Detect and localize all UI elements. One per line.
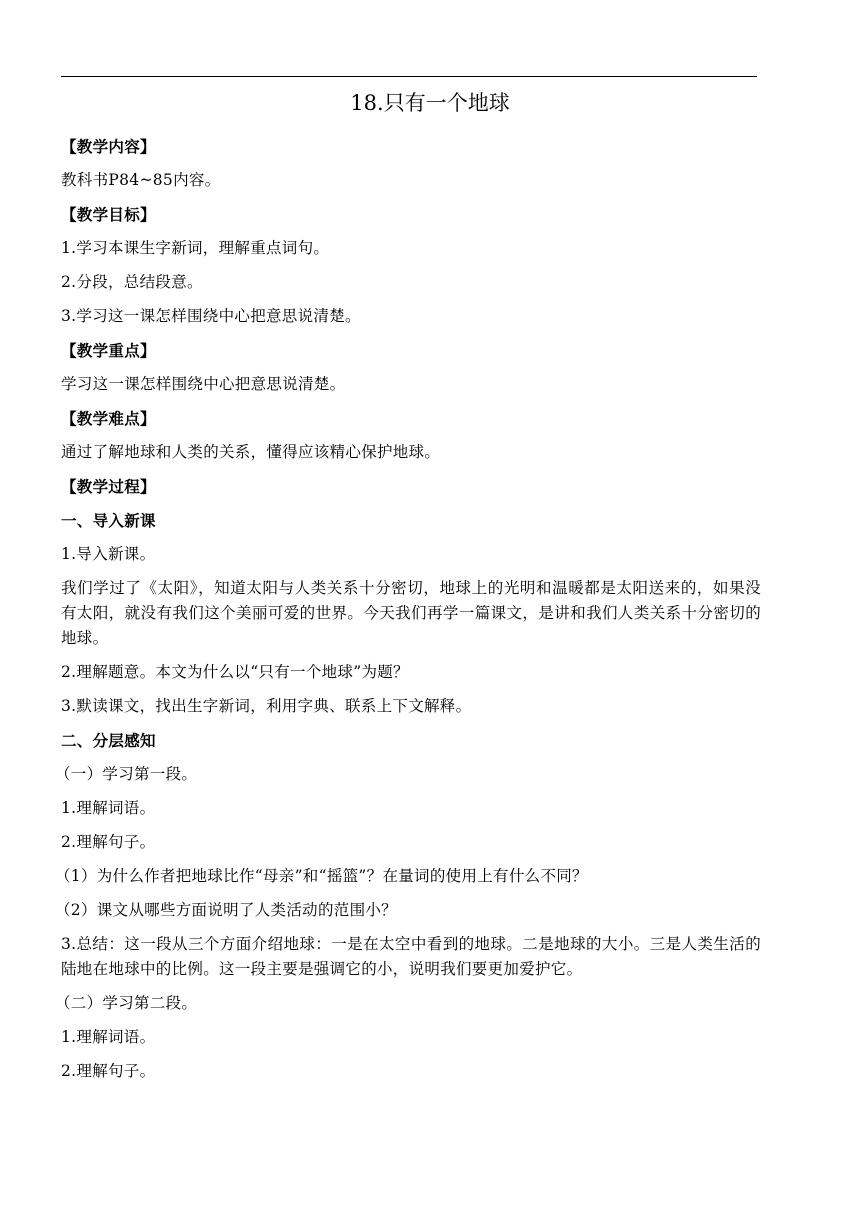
paragraph: 1.理解词语。 — [61, 799, 156, 817]
paragraph: 1.导入新课。 — [61, 545, 156, 563]
paragraph: （二）学习第二段。 — [55, 994, 198, 1012]
paragraph: （2）课文从哪些方面说明了人类活动的范围小？ — [55, 901, 397, 919]
paragraph: 3.总结：这一段从三个方面介绍地球：一是在太空中看到的地球。二是地球的大小。三是人类生活的陆地在地球中的比例。这一段主要是强调它的小，说明我们要更加爱护它。 — [61, 935, 761, 978]
section-heading-process: 【教学过程】 — [61, 477, 156, 496]
header-rule — [61, 76, 757, 77]
paragraph: 学习这一课怎样围绕中心把意思说清楚。 — [61, 375, 346, 393]
section-heading-goals: 【教学目标】 — [61, 205, 156, 224]
paragraph: （一）学习第一段。 — [55, 765, 198, 783]
section-heading-difficulties: 【教学难点】 — [61, 409, 156, 428]
paragraph: 3.学习这一课怎样围绕中心把意思说清楚。 — [61, 307, 361, 325]
paragraph: 通过了解地球和人类的关系，懂得应该精心保护地球。 — [61, 443, 441, 461]
paragraph: 1.理解词语。 — [61, 1028, 156, 1046]
subsection-heading-intro: 一、导入新课 — [61, 511, 156, 530]
paragraph: （1）为什么作者把地球比作“母亲”和“摇篮”？在量词的使用上有什么不同？ — [55, 867, 588, 885]
section-heading-key-points: 【教学重点】 — [61, 341, 156, 360]
paragraph: 教科书P84~85内容。 — [61, 171, 221, 189]
document-body — [55, 134, 761, 1093]
page-title: 18.只有一个地球 — [350, 91, 510, 115]
paragraph: 3.默读课文，找出生字新词，利用字典、联系上下文解释。 — [61, 697, 472, 715]
section-heading-content: 【教学内容】 — [61, 137, 156, 156]
paragraph: 1.学习本课生字新词，理解重点词句。 — [61, 239, 330, 257]
paragraph: 2.理解句子。 — [61, 1062, 156, 1080]
paragraph: 我们学过了《太阳》，知道太阳与人类关系十分密切，地球上的光明和温暖都是太阳送来的，如果没有太阳，就没有我们这个美丽可爱的世界。今天我们再学一篇课文，是讲和我们人类关系十分密切的地球。 — [61, 579, 761, 647]
paragraph: 2.分段，总结段意。 — [61, 273, 203, 291]
paragraph: 2.理解题意。本文为什么以“只有一个地球”为题？ — [61, 663, 409, 681]
subsection-heading-perception: 二、分层感知 — [61, 731, 156, 750]
paragraph: 2.理解句子。 — [61, 833, 156, 851]
